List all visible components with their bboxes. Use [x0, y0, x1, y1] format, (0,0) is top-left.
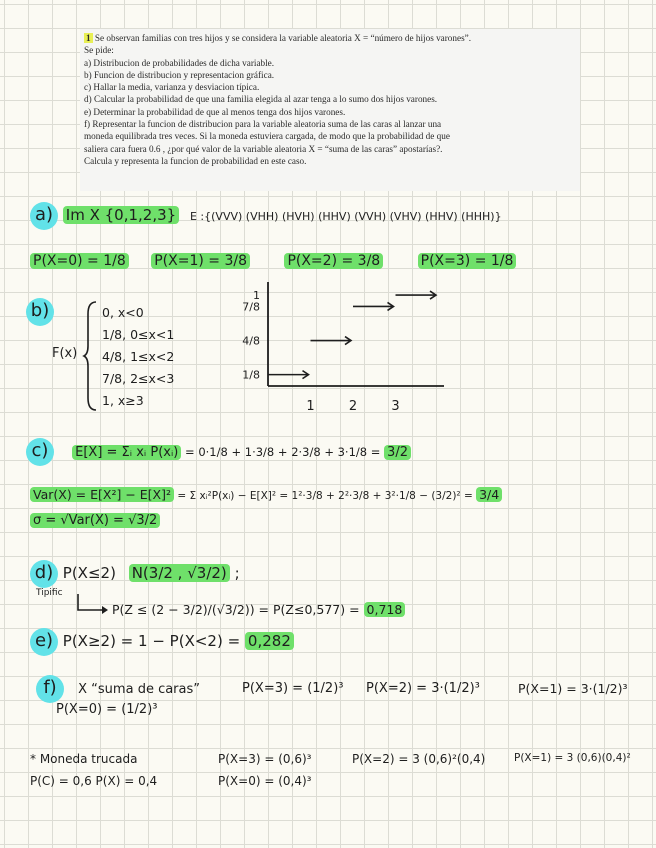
case-2: 4/8, 1≤x<2 — [102, 349, 175, 364]
section-d-row — [30, 560, 240, 588]
section-a-label: a) — [30, 202, 58, 230]
e-result: 0,282 — [245, 632, 294, 650]
section-b-badge — [26, 298, 54, 326]
case-3: 7/8, 2≤x<3 — [102, 371, 175, 386]
x-tick-label-1: 1 — [306, 399, 315, 414]
variance-expansion: = Σ xᵢ²P(xᵢ) − E[X]² = 1²·3/8 + 2²·3/8 + 3²·1/8 − (3/2)² = — [174, 490, 477, 502]
y-tick-label-3: 1 — [253, 289, 260, 303]
problem-line-7: e) Determinar la probabilidad de que al menos tenga dos hijos varones. — [84, 106, 346, 117]
problem-line-4: b) Funcion de distribucion y representacion gráfica. — [84, 69, 275, 80]
normal-dist: N(3/2 , √3/2) — [129, 564, 230, 582]
prob-x2: P(X=2) = 3/8 — [284, 253, 383, 269]
x-tick-label-2: 2 — [348, 399, 358, 414]
mean-formula: E[X] = Σᵢ xᵢ P(xᵢ) — [72, 445, 181, 460]
function-name: F(x) — [52, 346, 78, 361]
loaded-p2: P(X=2) = 3 (0,6)²(0,4) — [352, 752, 486, 766]
problem-line-8: f) Representar la funcion de distribucion para la variable aleatoria suma de las caras al lanzar una — [84, 119, 442, 130]
problem-line-3: a) Distribucion de probabilidades de dicha variable. — [84, 57, 275, 68]
probability-row — [30, 253, 516, 269]
y-tick-label-2: 7/8 — [242, 300, 260, 314]
tipific-arrow — [76, 594, 112, 616]
d-standardization — [112, 602, 405, 617]
section-c-row — [26, 438, 411, 466]
f-p3: P(X=3) = (1/2)³ — [242, 681, 344, 696]
variance-row — [30, 487, 502, 502]
section-c-label: c) — [26, 438, 54, 466]
problem-line-5: c) Hallar la media, varianza y desviacion típica. — [84, 82, 260, 93]
case-4: 1, x≥3 — [102, 393, 144, 408]
problem-line-2: Se pide: — [84, 45, 114, 56]
piecewise-brace — [84, 300, 98, 412]
problem-number: 1 — [86, 33, 91, 43]
f-var-name: X “suma de caras” — [78, 682, 201, 697]
sd-row — [30, 513, 160, 528]
problem-line-9: moneda equilibrada tres veces. Si la moneda estuviera cargada, de modo que la probabilidad de que — [84, 131, 450, 142]
tipific-label: Tipific — [36, 588, 63, 598]
prob-x3: P(X=3) = 1/8 — [418, 253, 517, 269]
problem-line-1: 1 Se observan familias con tres hijos y se considera la variable aleatoria X = “número de hijos varones”. — [86, 33, 472, 43]
section-f-label: f) — [36, 675, 64, 703]
e-expression: P(X≥2) = 1 − P(X<2) = — [62, 632, 245, 650]
sd-formula: σ = √Var(X) = √3/2 — [30, 513, 160, 528]
f-p1: P(X=1) = 3·(1/2)³ — [518, 681, 628, 696]
section-a-row — [30, 202, 502, 230]
mean-result: 3/2 — [384, 445, 411, 460]
loaded-p0: P(X=0) = (0,4)³ — [218, 774, 312, 788]
f-p0: P(X=0) = (1/2)³ — [56, 702, 158, 717]
loaded-coin-probs: P(C) = 0,6 P(X) = 0,4 — [30, 774, 158, 788]
loaded-p1: P(X=1) = 3 (0,6)(0,4)² — [514, 752, 631, 764]
f-p2: P(X=2) = 3·(1/2)³ — [366, 681, 480, 696]
case-0: 0, x<0 — [102, 305, 144, 320]
y-tick-label-1: 4/8 — [242, 334, 260, 348]
section-f-row — [36, 675, 200, 703]
d-step: P(Z ≤ (2 − 3/2)/(√3/2)) = P(Z≤0,577) = — [112, 602, 364, 617]
x-tick-label-3: 3 — [391, 399, 400, 414]
problem-statement — [80, 29, 580, 191]
mean-expansion: = 0·1/8 + 1·3/8 + 2·3/8 + 3·1/8 = — [181, 445, 385, 459]
d-result: 0,718 — [364, 602, 406, 617]
loaded-p3: P(X=3) = (0,6)³ — [218, 752, 312, 766]
problem-line-11: Calcula y representa la funcion de probabilidad en este caso. — [84, 155, 307, 166]
loaded-coin-title: * Moneda trucada — [30, 752, 138, 766]
image-set: Im X {0,1,2,3} — [63, 206, 179, 224]
section-e-label: e) — [30, 628, 58, 656]
variance-formula: Var(X) = E[X²] − E[X]² — [30, 487, 174, 502]
section-d-label: d) — [30, 560, 58, 588]
cdf-chart — [230, 280, 450, 415]
case-1: 1/8, 0≤x<1 — [102, 327, 175, 342]
problem-line-6: d) Calcular la probabilidad de que una familia elegida al azar tenga a lo sumo dos hijos varones. — [84, 94, 438, 105]
prob-x0: P(X=0) = 1/8 — [30, 253, 129, 269]
piecewise-cases — [102, 302, 174, 412]
d-semicolon: ; — [234, 564, 240, 582]
section-e-row — [30, 628, 294, 656]
variance-result: 3/4 — [476, 487, 502, 502]
prob-x1: P(X=1) = 3/8 — [151, 253, 250, 269]
d-expression: P(X≤2) — [62, 564, 116, 582]
problem-line-10: saliera cara fuera 0.6 , ¿por qué valor de la variable aleatoria X = “suma de las caras” apostarías?. — [84, 143, 443, 154]
section-b-label: b) — [26, 298, 54, 326]
sample-space: E :{(VVV) (VHH) (HVH) (HHV) (VVH) (VHV) (HHV) (HHH)} — [189, 210, 502, 223]
y-tick-label-0: 1/8 — [242, 368, 260, 382]
